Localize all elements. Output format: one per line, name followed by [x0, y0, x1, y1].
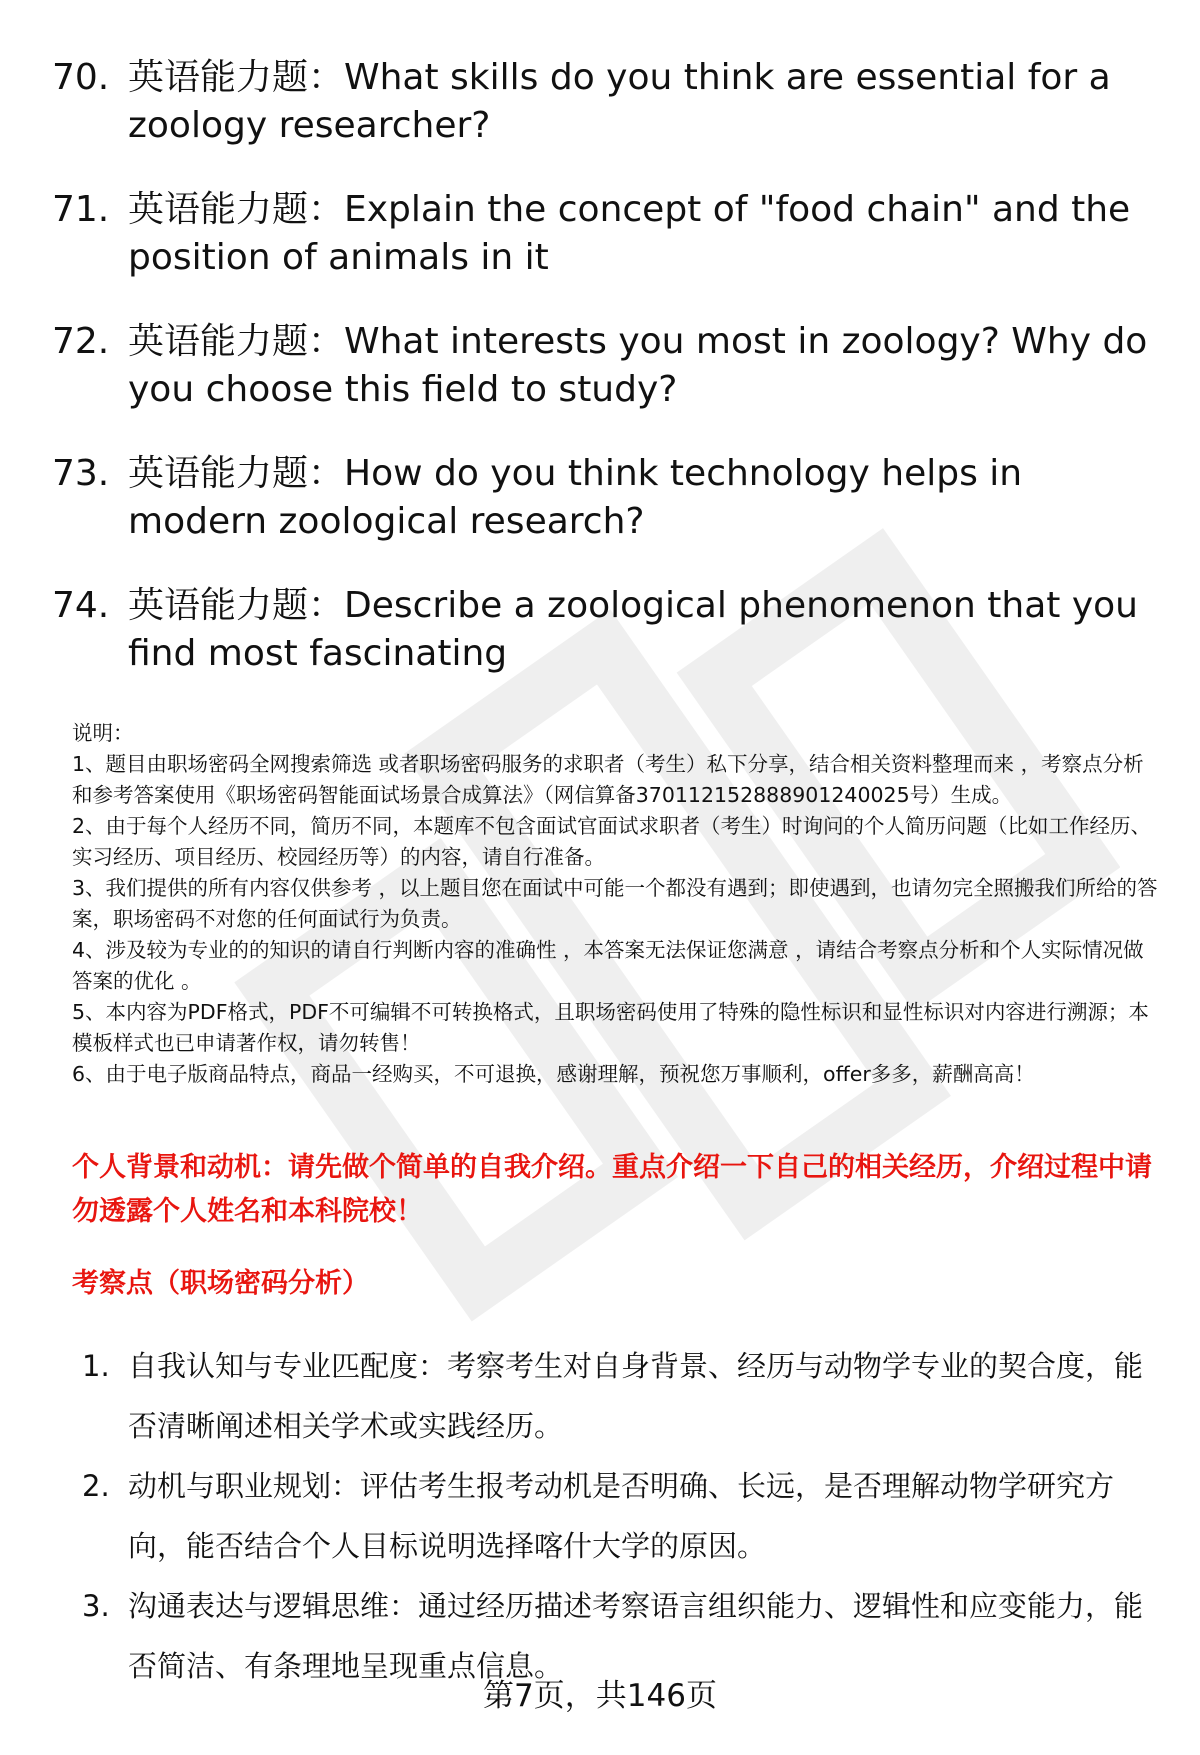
question-item	[52, 450, 1162, 546]
note-item: 2、由于每个人经历不同，简历不同，本题库不包含面试官面试求职者（考生）时询问的个人简历问题（比如工作经历、实习经历、项目经历、校园经历等）的内容，请自行准备。	[72, 814, 1152, 869]
point-number: 2.	[82, 1469, 110, 1503]
question-number: 70.	[52, 57, 110, 98]
point-text: 动机与职业规划：评估考生报考动机是否明确、长远，是否理解动物学研究方向，能否结合个人目标说明选择喀什大学的原因。	[128, 1469, 1115, 1563]
section-heading: 个人背景和动机：请先做个简单的自我介绍。重点介绍一下自己的相关经历，介绍过程中请勿透露个人姓名和本科院校！	[72, 1152, 1152, 1227]
question-text: 英语能力题：How do you think technology helps in modern zoological research?	[128, 453, 1023, 542]
question-list	[52, 54, 1162, 714]
question-number: 74.	[52, 585, 110, 626]
point-number: 3.	[82, 1589, 110, 1623]
question-number: 73.	[52, 453, 110, 494]
question-text: 英语能力题：What interests you most in zoology? Why do you choose this field to study?	[128, 321, 1148, 410]
point-number: 1.	[82, 1349, 110, 1383]
page-footer: 第7页，共146页	[483, 1678, 717, 1714]
question-item	[52, 54, 1162, 150]
question-item	[52, 318, 1162, 414]
notes-block	[72, 718, 1162, 1090]
note-item: 5、本内容为PDF格式，PDF不可编辑不可转换格式，且职场密码使用了特殊的隐性标识和显性标识对内容进行溯源；本模板样式也已申请著作权，请勿转售！	[72, 1000, 1149, 1055]
question-number: 72.	[52, 321, 110, 362]
note-item: 1、题目由职场密码全网搜索筛选 或者职场密码服务的求职者（考生）私下分享，结合相关资料整理而来 ，考察点分析和参考答案使用《职场密码智能面试场景合成算法》（网信算备370112152888901240025号）生成。	[72, 752, 1144, 807]
question-text: 英语能力题：What skills do you think are essential for a zoology researcher?	[128, 57, 1111, 146]
note-item: 6、由于电子版商品特点，商品一经购买，不可退换，感谢理解，预祝您万事顺利，offer多多，薪酬高高！	[72, 1062, 1035, 1086]
question-number: 71.	[52, 189, 110, 230]
assessment-point	[82, 1336, 1162, 1456]
question-item	[52, 582, 1162, 678]
section-subheading: 考察点（职场密码分析）	[72, 1268, 369, 1299]
question-text: 英语能力题：Explain the concept of "food chain" and the position of animals in it	[128, 189, 1131, 278]
point-text: 自我认知与专业匹配度：考察考生对自身背景、经历与动物学专业的契合度，能否清晰阐述相关学术或实践经历。	[128, 1349, 1144, 1443]
note-item: 3、我们提供的所有内容仅供参考 ，以上题目您在面试中可能一个都没有遇到；即使遇到，也请勿完全照搬我们所给的答案，职场密码不对您的任何面试行为负责。	[72, 876, 1158, 931]
note-item: 4、涉及较为专业的的知识的请自行判断内容的准确性 ，本答案无法保证您满意 ，请结合考察点分析和个人实际情况做答案的优化 。	[72, 938, 1144, 993]
assessment-point	[82, 1456, 1162, 1576]
question-text: 英语能力题：Describe a zoological phenomenon that you find most fascinating	[128, 585, 1138, 674]
question-item	[52, 186, 1162, 282]
assessment-points-list	[82, 1336, 1162, 1696]
notes-title: 说明：	[72, 721, 134, 745]
point-text: 沟通表达与逻辑思维：通过经历描述考察语言组织能力、逻辑性和应变能力，能否简洁、有条理地呈现重点信息。	[128, 1589, 1144, 1683]
